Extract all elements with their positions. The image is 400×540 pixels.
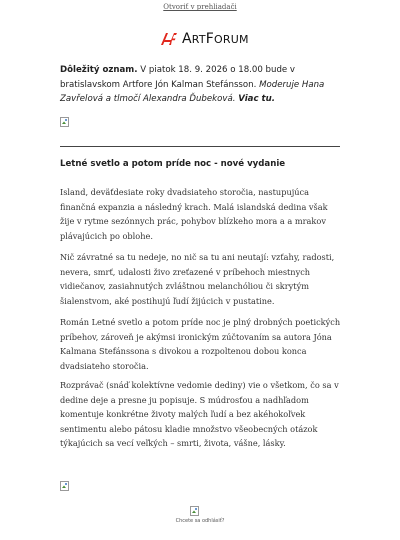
announcement <box>60 63 342 107</box>
top-bar <box>0 0 400 14</box>
article-title: Letné svetlo a potom príde noc - nové vydanie <box>60 159 286 169</box>
announcement-italic: Moderuje Hana Zavřelová a tlmočí Alexandra Ďubeková. <box>60 79 325 104</box>
article-paragraph: Island, deväťdesiate roky dvadsiateho storočia, nastupujúca finančná expanzia a následný krach. Malá islandská dedina však žije v rytme sezónnych prác, pohybov blízkeho mora a a mrakov plávajúcich po oblohe. <box>60 187 328 241</box>
announcement-label: Dôležitý oznam. <box>60 65 138 75</box>
broken-image-icon <box>60 117 69 127</box>
article-paragraph: Román Letné svetlo a potom príde noc je plný drobných poetických príbehov, zároveň je akýmsi ironickým zúčtovaním sa autora Jóna Kalmana Stefánssona s divokou a rozpoltenou dobou konca dvadsiateho storočia. <box>60 317 341 371</box>
section-divider <box>60 146 340 147</box>
article-paragraph: Nič závratné sa tu nedeje, no nič sa tu ani neutají: vzťahy, radosti, nevera, smrť, udalosti živo zreťazené v príbehoch miestnych vidiečanov, zasiahnutých zvláštnou melanchóliou či skrytým šialenstvom, aké postihujú ľudí žijúcich v pustatine. <box>60 252 335 306</box>
broken-image-icon <box>60 481 69 491</box>
logo-wordmark: ARTFORUM <box>182 31 249 47</box>
artforum-logo[interactable] <box>160 29 249 49</box>
broken-image-icon <box>190 506 199 516</box>
more-info-link[interactable]: Viac tu. <box>238 94 276 104</box>
unsubscribe-link[interactable]: Chcete sa odhlásiť? <box>175 518 225 524</box>
artforum-logo-icon <box>160 32 178 46</box>
announcement-text: V piatok 18. 9. 2026 o 18.00 bude v bratislavskom Artfore Jón Kalman Stefánsson. <box>60 65 296 90</box>
article-paragraph: Rozprávač (snáď kolektívne vedomie dediny) vie o všetkom, čo sa v dedine deje a presne ju popisuje. S múdrosťou a nadhľadom komentuje konkrétne životy malých ľudí a bez akéhokoľvek sentimentu alebo pátosu kladie množstvo všeobecných otázok týkajúcich sa vecí veľkých – smrti, života, vášne, lásky. <box>60 380 339 448</box>
open-in-browser-link[interactable]: Otvoriť v prehliadači <box>163 3 237 11</box>
